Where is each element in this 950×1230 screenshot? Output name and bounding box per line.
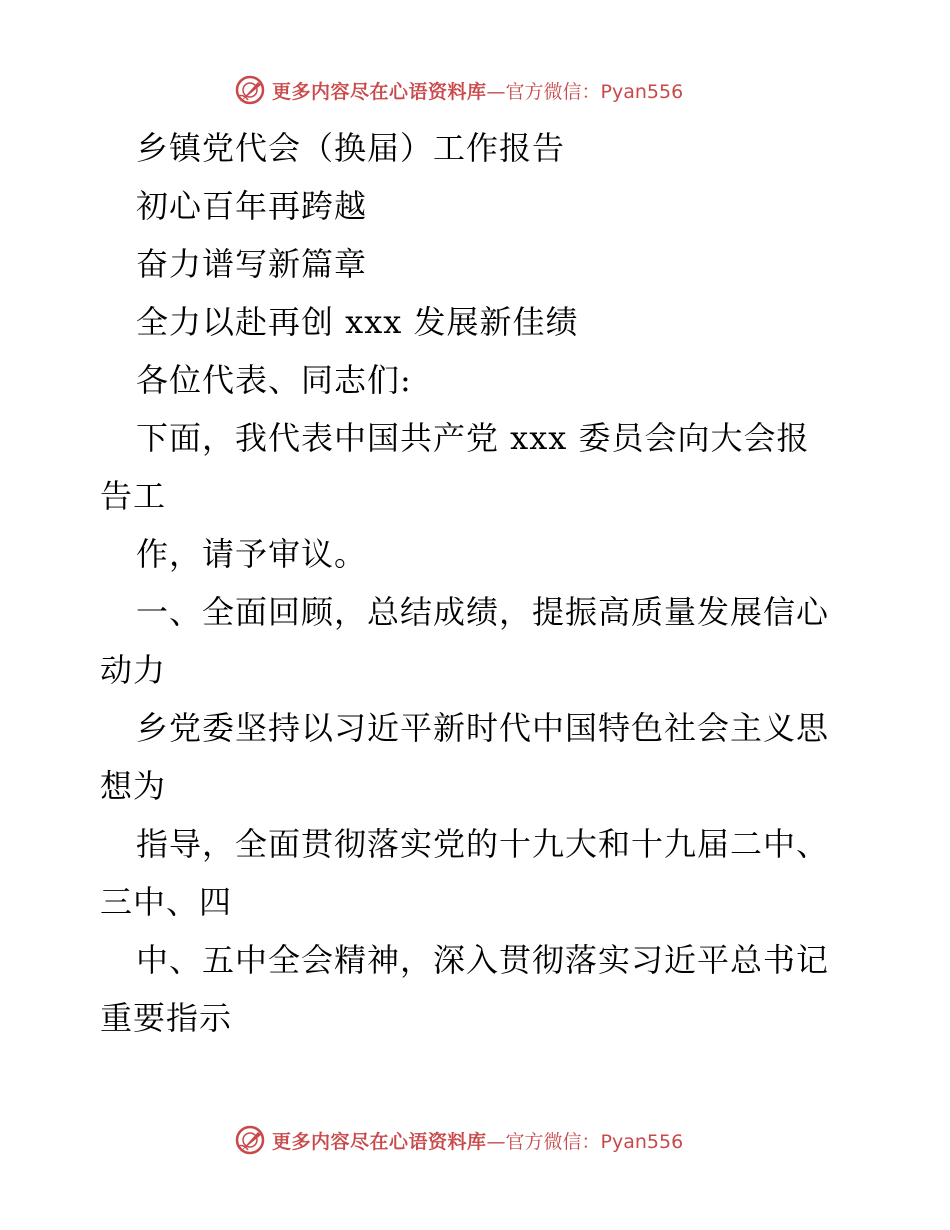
quill-logo-icon <box>234 1124 266 1156</box>
subtitle-line-3: 全力以赴再创 xxx 发展新佳绩 <box>136 303 579 341</box>
watermark-contact: —官方微信：Pyan556 <box>486 1130 684 1153</box>
subtitle-line-2: 奋力谱写新篇章 <box>136 245 368 283</box>
paragraph-line: 作，请予审议。 <box>136 535 368 573</box>
paragraph-line: 想为 <box>100 767 167 805</box>
paragraph-line: 乡党委坚持以习近平新时代中国特色社会主义思 <box>136 709 830 747</box>
header-watermark <box>234 72 683 108</box>
paragraph-line: 三中、四 <box>100 883 233 921</box>
watermark-brand: 更多内容尽在心语资料库 <box>272 1130 487 1153</box>
paragraph-line: 下面，我代表中国共产党 xxx 委员会向大会报 <box>136 419 810 457</box>
paragraph-line: 指导，全面贯彻落实党的十九大和十九届二中、 <box>136 825 830 863</box>
section-heading: 一、全面回顾，总结成绩，提振高质量发展信心 <box>136 593 830 631</box>
watermark-contact: —官方微信：Pyan556 <box>486 80 684 103</box>
salutation: 各位代表、同志们: <box>136 361 412 399</box>
paragraph-line: 告工 <box>100 477 167 515</box>
document-title: 乡镇党代会（换届）工作报告 <box>136 129 566 167</box>
paragraph-line: 重要指示 <box>100 999 233 1037</box>
paragraph-line: 中、五中全会精神，深入贯彻落实习近平总书记 <box>136 941 830 979</box>
section-heading-cont: 动力 <box>100 651 167 689</box>
watermark-brand: 更多内容尽在心语资料库 <box>272 80 487 103</box>
quill-logo-icon <box>234 74 266 106</box>
subtitle-line-1: 初心百年再跨越 <box>136 187 368 225</box>
footer-watermark <box>234 1122 683 1158</box>
